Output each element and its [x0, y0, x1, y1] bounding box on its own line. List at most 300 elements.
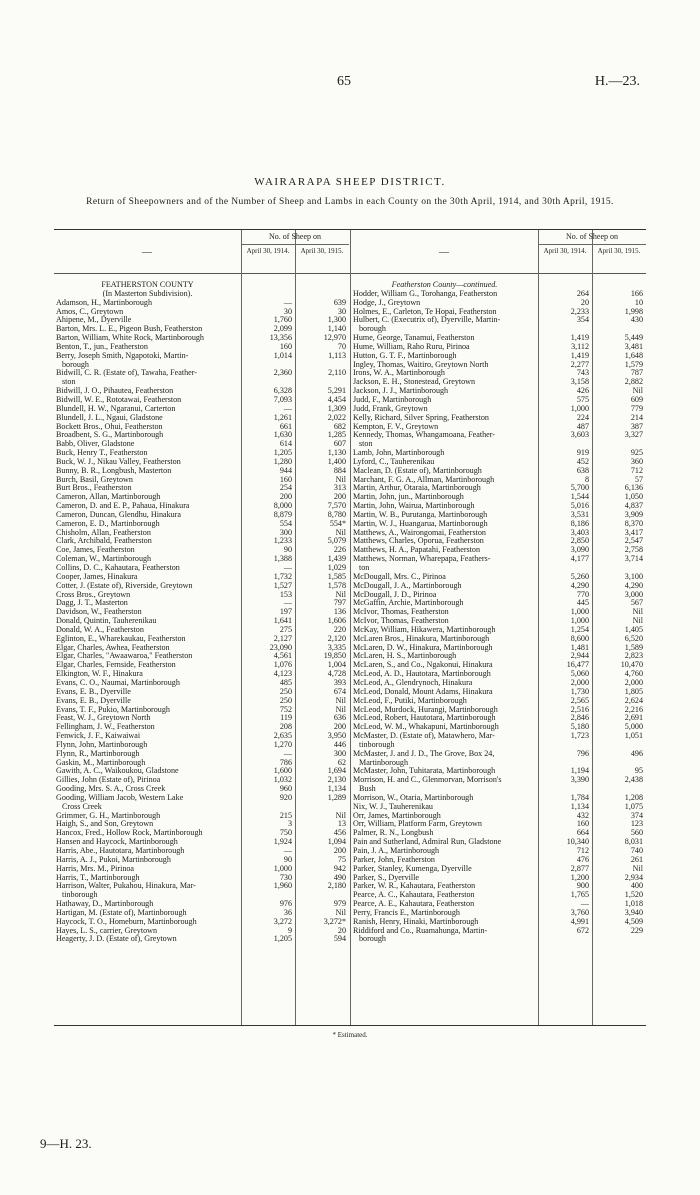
sheep-count-1915: Nil — [335, 474, 346, 484]
table-row — [351, 289, 646, 298]
owner-name: Grimmer, G. H., Martinborough — [56, 810, 161, 820]
sheep-count-1914: 1,544 — [570, 492, 589, 502]
table-row — [54, 775, 349, 784]
table-row — [54, 466, 349, 475]
sheep-count-1915: 2,130 — [327, 775, 346, 785]
sheep-count-1915: 740 — [630, 846, 643, 855]
owner-name: Parker, S., Dyerville — [353, 872, 419, 882]
table-row — [351, 696, 646, 705]
table-row — [351, 908, 646, 917]
sheep-count-1914: 1,200 — [570, 872, 589, 882]
sheep-count-1915: 2,180 — [327, 881, 346, 891]
owner-name: ston — [359, 439, 373, 449]
sheep-count-1914: 2,233 — [570, 306, 589, 316]
table-row — [54, 607, 349, 616]
owner-name: Benton, T., jun., Featherston — [56, 341, 148, 351]
sheep-count-1915: 787 — [630, 368, 643, 378]
sheep-count-1914: 452 — [576, 456, 589, 466]
sheep-count-1915: 1,585 — [327, 571, 346, 581]
table-row — [351, 837, 646, 846]
owner-name: Pearce, A. C., Kahautara, Featherston — [353, 890, 475, 900]
sheep-count-1914: 3,403 — [570, 527, 589, 537]
owner-name: McLaren, D. W., Hinakura, Martinborough — [353, 642, 493, 652]
sheep-count-1915: Nil — [632, 616, 643, 626]
sheep-count-1914: 1,600 — [273, 766, 292, 776]
sheep-count-1914: 2,846 — [570, 713, 589, 723]
sheep-count-1915: 456 — [333, 828, 346, 838]
sheep-count-1915: 4,454 — [327, 394, 346, 404]
table-row — [351, 351, 646, 360]
sheep-count-1914: 9 — [287, 925, 292, 935]
owner-name: Kelly, Richard, Silver Spring, Featherston — [353, 412, 489, 422]
table-row — [54, 802, 349, 811]
sheep-count-1914: 426 — [576, 386, 589, 396]
sheep-count-1914: 944 — [279, 465, 292, 475]
table-row — [351, 448, 646, 457]
sheep-count-1915: Nil — [335, 704, 346, 714]
sheep-count-1914: 1,032 — [273, 775, 292, 785]
owner-name: Donald, W. A., Featherston — [56, 624, 144, 634]
table-row — [351, 819, 646, 828]
document-subtitle: Return of Sheepowners and of the Number of Sheep and Lambs in each County on the 30th April, 1914, and 30th April, 1915. — [86, 197, 614, 207]
owner-name: Fellingham, J. W., Featherston — [56, 722, 155, 732]
table-row — [351, 899, 646, 908]
sheep-count-1915: 430 — [630, 315, 643, 325]
col-1915-header: April 30, 1915. — [597, 247, 641, 255]
table-row — [54, 590, 349, 599]
owner-name: Pain and Sutherland, Admiral Run, Gladstone — [353, 837, 502, 847]
sheep-count-1914: 250 — [279, 695, 292, 705]
sheep-count-1914: 160 — [279, 341, 292, 351]
table-row — [351, 758, 646, 767]
sheep-count-1914: 1,205 — [273, 448, 292, 458]
sheep-count-1915: 62 — [337, 757, 346, 767]
owner-name: Matthews, H. A., Papatahi, Featherston — [353, 545, 481, 555]
owner-name: Flynn, John, Martinborough — [56, 739, 148, 749]
table-row — [351, 581, 646, 590]
table-row — [54, 705, 349, 714]
owner-name: Chisholm, Allan, Featherston — [56, 527, 151, 537]
sheep-count-1914: 197 — [279, 607, 292, 617]
owner-name: McLaren, S., and Co., Ngakonui, Hinakura — [353, 660, 493, 670]
owner-name: Hathaway, D., Martinborough — [56, 899, 154, 909]
owner-name: Lamb, John, Martinborough — [353, 448, 445, 458]
sheep-count-1915: 1,050 — [624, 492, 643, 502]
table-row — [351, 775, 646, 784]
table-row — [351, 377, 646, 386]
table-row — [351, 324, 646, 333]
sheep-count-1914: 661 — [279, 421, 292, 431]
sheep-count-1915: 1,520 — [624, 890, 643, 900]
sheep-count-1914: 254 — [279, 483, 292, 493]
sheep-count-1914: 1,000 — [570, 403, 589, 413]
sheep-count-1915: 2,022 — [327, 412, 346, 422]
sheep-count-1914: 1,205 — [273, 934, 292, 944]
sheep-count-1915: Nil — [632, 863, 643, 873]
owner-name: Hodder, William G., Torohanga, Featherston — [353, 288, 498, 298]
owner-name: Adamson, H., Martinborough — [56, 297, 152, 307]
sheep-count-1915: 1,018 — [624, 899, 643, 909]
sheep-count-1915: 4,760 — [624, 669, 643, 679]
sheep-count-1914: 1,280 — [273, 456, 292, 466]
table-row — [351, 554, 646, 563]
sheep-count-1914: — — [283, 297, 292, 307]
sheep-count-1915: 639 — [333, 297, 346, 307]
owner-name: Gillies, John (Estate of), Pirinoa — [56, 775, 161, 785]
sheep-count-1914: 1,765 — [570, 890, 589, 900]
table-row — [351, 545, 646, 554]
sheep-count-1915: 446 — [333, 739, 346, 749]
sheep-count-1915: 12,970 — [323, 333, 346, 343]
table-row — [54, 828, 349, 837]
sheep-count-1915: 1,694 — [327, 766, 346, 776]
owner-name: Parker, Stanley, Kumenga, Dyerville — [353, 863, 472, 873]
owner-name: Judd, F., Martinborough — [353, 394, 432, 404]
sheep-count-1914: 1,760 — [273, 315, 292, 325]
owner-name: Blundell, J. L., Ngaui, Gladstone — [56, 412, 163, 422]
sheep-count-1915: 4,837 — [624, 501, 643, 511]
table-row — [54, 749, 349, 758]
owner-name: Burch, Basil, Greytown — [56, 474, 133, 484]
table-row — [351, 607, 646, 616]
owner-name: Cameron, Allan, Martinborough — [56, 492, 161, 502]
sheep-count-1915: 19,850 — [323, 651, 346, 661]
sheep-count-1914: 90 — [283, 545, 292, 555]
sheep-count-1915: 2,110 — [328, 368, 346, 378]
sheep-count-1915: 57 — [634, 474, 643, 484]
sheep-count-1914: 1,784 — [570, 792, 589, 802]
table-row — [54, 581, 349, 590]
sheep-count-1914: 8,600 — [570, 633, 589, 643]
owner-name: Kempton, F. V., Greytown — [353, 421, 439, 431]
sheep-count-1914: 2,635 — [273, 731, 292, 741]
table-row — [351, 298, 646, 307]
owner-name: Martin, Arthur, Otaraia, Martinborough — [353, 483, 481, 493]
sheep-count-1914: 1,527 — [273, 580, 292, 590]
sheep-count-1915: 3,950 — [327, 731, 346, 741]
owner-name: Ingley, Thomas, Waitiro, Greytown North — [353, 359, 489, 369]
table-row — [54, 908, 349, 917]
table-row — [54, 643, 349, 652]
sheep-count-1914: 770 — [576, 589, 589, 599]
table-row — [351, 625, 646, 634]
table-row — [351, 766, 646, 775]
sheep-count-1914: 5,180 — [570, 722, 589, 732]
sheep-count-1915: 4,728 — [327, 669, 346, 679]
owner-name: McLeod, A. D., Hautotara, Martinborough — [353, 669, 491, 679]
table-row — [54, 519, 349, 528]
table-row — [351, 634, 646, 643]
sheep-count-1914: — — [580, 899, 589, 909]
owner-name: Babb, Oliver, Gladstone — [56, 439, 135, 449]
sheep-count-1915: 75 — [337, 854, 346, 864]
table-row — [54, 837, 349, 846]
table-row — [351, 280, 646, 289]
sheep-count-1915: 1,004 — [327, 660, 346, 670]
sheep-count-1914: 6,328 — [273, 386, 292, 396]
table-row — [351, 643, 646, 652]
sheep-count-group-header: No. of Sheep on — [269, 232, 321, 241]
sheep-count-1914: 3,272 — [273, 916, 292, 926]
sheep-count-1915: 3,714 — [624, 554, 643, 564]
sheep-count-1914: 1,000 — [570, 607, 589, 617]
table-row — [54, 784, 349, 793]
owner-name: borough — [62, 359, 89, 369]
owner-name: Blundell, H. W., Ngaranui, Carterton — [56, 403, 176, 413]
table-row — [351, 660, 646, 669]
sheep-count-1914: 575 — [576, 394, 589, 404]
sheep-count-1915: 374 — [630, 810, 643, 820]
sheep-count-1914: 1,134 — [570, 801, 589, 811]
table-row — [54, 413, 349, 422]
sheep-count-1915: 4,290 — [624, 580, 643, 590]
owner-name: Evans, E. B., Dyerville — [56, 695, 131, 705]
sheep-count-1915: 2,934 — [624, 872, 643, 882]
table-row — [351, 705, 646, 714]
sheep-count-1915: 123 — [630, 819, 643, 829]
sheep-count-1914: 2,277 — [570, 359, 589, 369]
sheep-count-1915: 607 — [333, 439, 346, 449]
table-row — [54, 669, 349, 678]
sheep-count-1915: 3,100 — [624, 571, 643, 581]
sheep-count-1915: 2,624 — [624, 695, 643, 705]
sheep-count-1914: 10,340 — [566, 837, 589, 847]
sheep-count-1914: 2,516 — [570, 704, 589, 714]
owner-name: Clark, Archibald, Featherston — [56, 536, 152, 546]
sheep-count-1915: 1,400 — [327, 456, 346, 466]
sheep-count-1915: 214 — [630, 412, 643, 422]
owner-name: McLeod, A., Glendrynoch, Hinakura — [353, 677, 473, 687]
table-row — [54, 510, 349, 519]
table-row — [54, 934, 349, 943]
owner-name: Cameron, D. and E. P., Pahaua, Hinakura — [56, 501, 190, 511]
col-1915-header: April 30, 1915. — [300, 247, 344, 255]
sheep-count-1915: 20 — [337, 925, 346, 935]
table-row — [351, 501, 646, 510]
sheep-count-1915: 3,327 — [624, 430, 643, 440]
owner-name: Pearce, A. E., Kahautara, Featherston — [353, 899, 475, 909]
sheep-count-1914: 5,700 — [570, 483, 589, 493]
sheep-count-1914: 2,850 — [570, 536, 589, 546]
owner-name: Burt Bros., Featherston — [56, 483, 132, 493]
sheep-count-1915: 2,691 — [624, 713, 643, 723]
table-row — [54, 855, 349, 864]
sheep-count-1915: 925 — [630, 448, 643, 458]
sheep-count-1914: 4,123 — [273, 669, 292, 679]
sheep-count-1915: 609 — [630, 394, 643, 404]
table-row — [351, 926, 646, 935]
sheep-count-1914: — — [283, 748, 292, 758]
table-row — [351, 678, 646, 687]
sheep-count-1915: 554* — [329, 518, 346, 528]
table-row — [54, 554, 349, 563]
owner-name: Buck, W. J., Nikau Valley, Featherston — [56, 456, 181, 466]
owner-name: McDougall, Mrs. C., Pirinoa — [353, 571, 446, 581]
owner-name: Harris, A. J., Pukoi, Martinborough — [56, 854, 171, 864]
sheep-count-1915: 3,481 — [624, 341, 643, 351]
table-row — [351, 934, 646, 943]
name-column-header: — — [439, 247, 449, 258]
table-row — [351, 881, 646, 890]
owner-name: Palmer, R. N., Longbush — [353, 828, 434, 838]
sheep-count-1914: 90 — [283, 854, 292, 864]
sheep-count-1915: 313 — [333, 483, 346, 493]
table-row — [351, 890, 646, 899]
sheep-count-1915: 70 — [337, 341, 346, 351]
owner-name: Ahipene, M., Dyerville — [56, 315, 132, 325]
owner-name: Flynn, R., Martinborough — [56, 748, 140, 758]
table-row — [54, 360, 349, 369]
owner-name: Jackson, J. J., Martinborough — [353, 386, 449, 396]
sheep-count-1914: 200 — [279, 492, 292, 502]
table-row — [54, 890, 349, 899]
footnote: * Estimated. — [332, 1031, 368, 1039]
sheep-count-1915: Nil — [335, 907, 346, 917]
table-left-half — [54, 230, 349, 1025]
sheep-count-1915: 496 — [630, 748, 643, 758]
owner-name: borough — [359, 934, 386, 944]
table-row — [351, 483, 646, 492]
table-row — [54, 634, 349, 643]
sheep-count-1914: 20 — [580, 297, 589, 307]
sheep-count-1915: 226 — [333, 545, 346, 555]
table-row — [351, 731, 646, 740]
sheep-count-1914: 3,112 — [571, 341, 589, 351]
sheep-count-1915: 594 — [333, 934, 346, 944]
table-row — [351, 713, 646, 722]
sheep-count-1915: 636 — [333, 713, 346, 723]
sheep-count-1915: 1,289 — [327, 792, 346, 802]
group-header-rule — [241, 244, 349, 245]
owner-name: Hulbert, C. (Executrix of), Dyerville, Martin- — [353, 315, 501, 325]
sheep-count-1914: — — [283, 563, 292, 572]
owner-name: McLaren, H. S., Martinborough — [353, 651, 457, 661]
owner-name: Morrison, W., Otaria, Martinborough — [353, 792, 474, 802]
owner-name: Feast, W. J., Greytown North — [56, 713, 151, 723]
sheep-count-1914: 743 — [576, 368, 589, 378]
sheep-count-1915: 979 — [333, 899, 346, 909]
sheep-count-1915: 490 — [333, 872, 346, 882]
owner-name: Heagerty, J. D. (Estate of), Greytown — [56, 934, 177, 944]
sheep-count-1914: 2,127 — [273, 633, 292, 643]
owner-name: Matthews, Charles, Oporua, Featherston — [353, 536, 484, 546]
owner-name: Lyford, C., Tauherenikau — [353, 456, 435, 466]
table-row — [351, 563, 646, 572]
sheep-count-1915: 360 — [630, 456, 643, 466]
sheep-count-1914: 432 — [576, 810, 589, 820]
owner-name: McMaster, D. (Estate of), Matawhero, Mar- — [353, 731, 495, 741]
sheep-count-1914: 900 — [576, 881, 589, 891]
owner-name: Pain, J. A., Martinborough — [353, 846, 440, 855]
owner-name: McLeod, F., Putiki, Martinborough — [353, 695, 467, 705]
owner-name: Evans, E. B., Dyerville — [56, 686, 131, 696]
owner-name: Berry, Joseph Smith, Ngapotoki, Martin- — [56, 350, 189, 360]
sheep-count-1914: 730 — [279, 872, 292, 882]
owner-name: Cameron, Duncan, Glendhu, Hinakura — [56, 509, 181, 519]
sheep-count-1914: 4,561 — [273, 651, 292, 661]
sheep-count-1914: 1,481 — [570, 642, 589, 652]
sheep-count-1914: 1,233 — [273, 536, 292, 546]
sheep-count-1915: 2,547 — [624, 536, 643, 546]
table-row — [351, 528, 646, 537]
owner-name: Orr, James, Martinborough — [353, 810, 441, 820]
col-1914-header: April 30, 1914. — [543, 247, 587, 255]
owner-name: Judd, Frank, Greytown — [353, 403, 428, 413]
sheep-count-1914: 30 — [283, 306, 292, 316]
table-row — [351, 873, 646, 882]
document-title: WAIRARAPA SHEEP DISTRICT. — [254, 176, 446, 188]
sheep-count-1914: 796 — [576, 748, 589, 758]
sheep-count-1914: 1,000 — [273, 863, 292, 873]
sheep-count-1914: 1,723 — [570, 731, 589, 741]
owner-name: Dagg, J. T., Masterton — [56, 598, 128, 608]
table-row — [351, 687, 646, 696]
sheep-count-1914: — — [283, 598, 292, 608]
owner-name: Martin, John, jun., Martinborough — [353, 492, 464, 502]
table-row — [54, 598, 349, 607]
sheep-count-1915: 8,780 — [327, 509, 346, 519]
owner-name: borough — [359, 324, 386, 334]
owner-name: Elgar, Charles, Fernside, Featherston — [56, 660, 176, 670]
table-row — [54, 696, 349, 705]
owner-name: McKay, William, Hikawera, Martinborough — [353, 624, 496, 634]
sheep-count-1915: 1,094 — [327, 837, 346, 847]
owner-name: Barton, Mrs. L. E., Pigeon Bush, Featherston — [56, 324, 203, 334]
table-row — [54, 333, 349, 342]
name-column-header: — — [142, 247, 152, 258]
sheep-count-1914: 5,060 — [570, 669, 589, 679]
sheep-count-1914: 8,186 — [570, 518, 589, 528]
owner-name: Elgar, Charles, Awhea, Featherston — [56, 642, 170, 652]
owner-name: Nix, W. J., Tauherenikau — [353, 801, 433, 811]
sheep-count-1915: 3,272* — [323, 916, 346, 926]
sheep-count-1915: 261 — [630, 854, 643, 864]
sheep-count-1915: 136 — [333, 607, 346, 617]
sheep-count-1914: 1,014 — [273, 350, 292, 360]
table-row — [351, 386, 646, 395]
sheep-count-1915: 8,031 — [624, 837, 643, 847]
table-row — [54, 899, 349, 908]
table-row — [351, 457, 646, 466]
owner-name: Elgar, Charles, "Awaawaroa," Featherston — [56, 651, 193, 661]
sheep-count-group-header: No. of Sheep on — [566, 232, 618, 241]
sheep-count-1914: 23,090 — [269, 642, 292, 652]
owner-name: Maclean, D. (Estate of), Martinborough — [353, 465, 482, 475]
sheep-count-1914: — — [283, 403, 292, 413]
owner-name: McLeod, Donald, Mount Adams, Hinakura — [353, 686, 493, 696]
table-row — [351, 740, 646, 749]
sheep-count-1914: 1,960 — [273, 881, 292, 891]
right-rows — [351, 280, 646, 943]
table-right-half — [351, 230, 646, 1025]
sheep-count-1914: 4,177 — [570, 554, 589, 564]
owner-name: Featherston County—continued. — [391, 280, 498, 289]
sheep-count-1915: 30 — [337, 306, 346, 316]
owner-name: Martin, John, Wairua, Martinborough — [353, 501, 475, 511]
sheep-count-1914: 752 — [279, 704, 292, 714]
sheep-count-1914: 3,390 — [570, 775, 589, 785]
owner-name: Haycock, T. O., Homeburn, Martinborough — [56, 916, 197, 926]
sheep-count-1915: 1,805 — [624, 686, 643, 696]
owner-name: Martin, W. J., Huangarua, Martinborough — [353, 518, 488, 528]
sheep-count-1915: 393 — [333, 677, 346, 687]
sheep-count-1915: 3,000 — [624, 589, 643, 599]
table-row — [54, 731, 349, 740]
sheep-count-1914: 36 — [283, 907, 292, 917]
table-row — [351, 536, 646, 545]
table-row — [351, 616, 646, 625]
table-row — [54, 625, 349, 634]
